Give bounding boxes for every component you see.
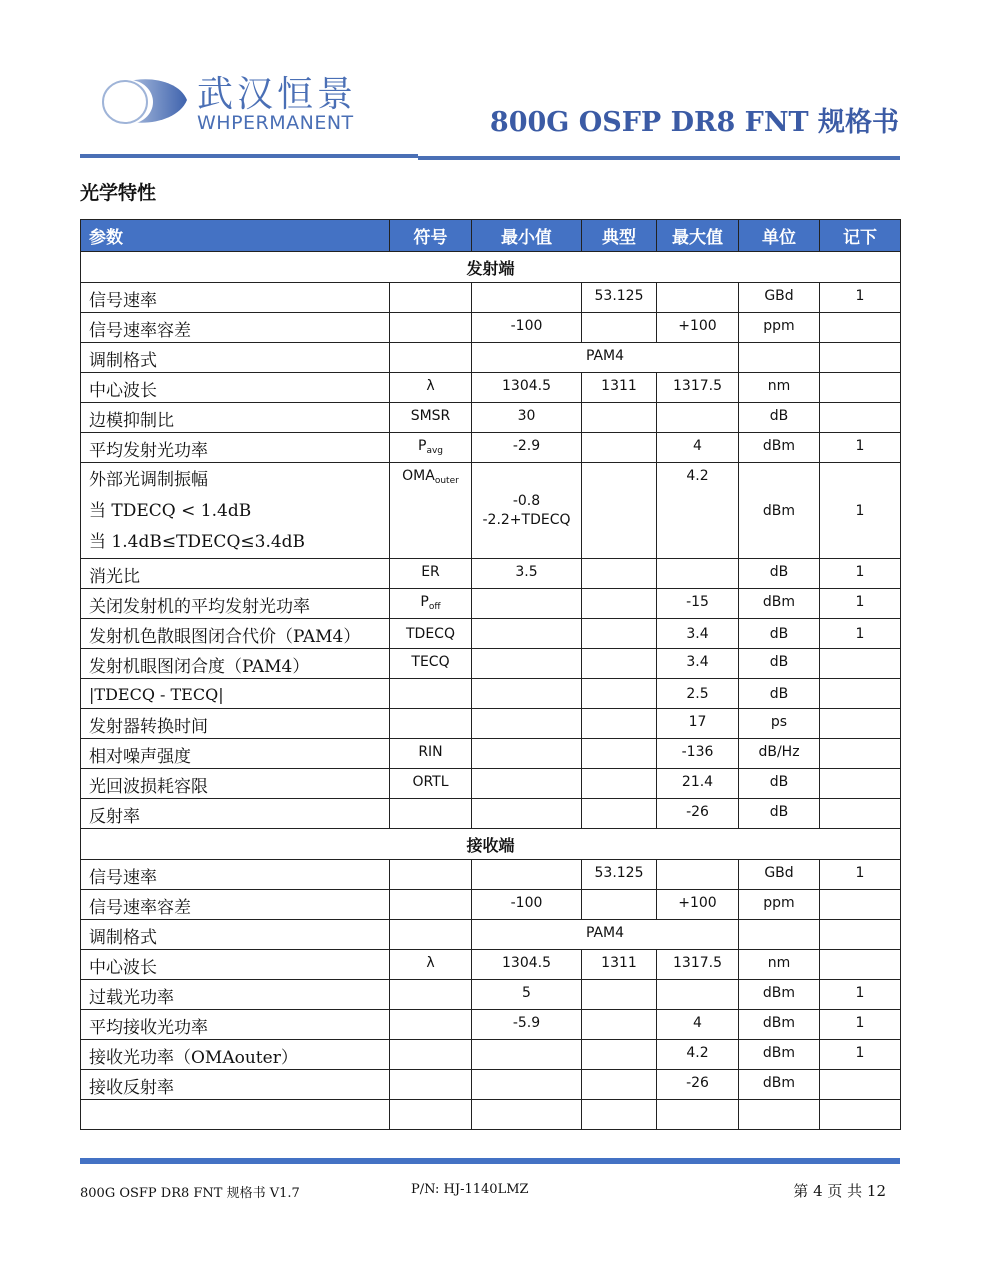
max-cell: 2.5 <box>657 679 739 709</box>
typ-cell <box>582 1100 657 1130</box>
table-row <box>81 649 901 679</box>
table-row <box>81 1040 901 1070</box>
table-row <box>81 739 901 769</box>
group-row <box>81 829 901 860</box>
symbol-cell: TECQ <box>390 649 472 679</box>
table-row <box>81 619 901 649</box>
min-cell: 1304.5 <box>472 950 582 980</box>
min-cell: 3.5 <box>472 559 582 589</box>
unit-cell: dB <box>739 769 820 799</box>
note-cell <box>820 313 901 343</box>
symbol-cell <box>390 313 472 343</box>
unit-cell <box>739 1100 820 1130</box>
typ-cell <box>582 403 657 433</box>
symbol-cell <box>390 709 472 739</box>
note-cell <box>820 769 901 799</box>
min-line: -2.2+TDECQ <box>482 512 571 528</box>
unit-cell <box>739 343 820 373</box>
typ-cell <box>582 799 657 829</box>
table-row <box>81 890 901 920</box>
min-cell <box>472 709 582 739</box>
min-cell <box>472 860 582 890</box>
typ-cell: 1311 <box>582 950 657 980</box>
min-cell <box>472 679 582 709</box>
symbol-subscript: off <box>428 602 441 612</box>
note-cell: 1 <box>820 619 901 649</box>
param-cell: 发射机色散眼图闭合代价（PAM4） <box>81 619 390 649</box>
param-cell: 信号速率容差 <box>81 890 390 920</box>
note-cell <box>820 373 901 403</box>
param-cell: 发射器转换时间 <box>81 709 390 739</box>
symbol-cell <box>390 799 472 829</box>
param-cell: 相对噪声强度 <box>81 739 390 769</box>
note-cell: 1 <box>820 860 901 890</box>
table-row <box>81 1100 901 1130</box>
symbol-cell <box>390 860 472 890</box>
param-cell: 调制格式 <box>81 343 390 373</box>
param-cell: 中心波长 <box>81 950 390 980</box>
param-cell: 光回波损耗容限 <box>81 769 390 799</box>
unit-cell: dBm <box>739 1010 820 1040</box>
typ-cell <box>582 980 657 1010</box>
table-row <box>81 950 901 980</box>
typ-cell <box>582 1040 657 1070</box>
column-header: 单位 <box>739 220 820 252</box>
unit-cell: dB/Hz <box>739 739 820 769</box>
unit-cell: dBm <box>739 589 820 619</box>
min-cell <box>472 1040 582 1070</box>
table-row <box>81 920 901 950</box>
unit-cell: dB <box>739 403 820 433</box>
symbol-cell: ORTL <box>390 769 472 799</box>
note-cell: 1 <box>820 433 901 463</box>
symbol-cell <box>390 1070 472 1100</box>
note-cell: 1 <box>820 463 901 559</box>
min-cell: 1304.5 <box>472 373 582 403</box>
typ-cell <box>582 1010 657 1040</box>
column-header: 符号 <box>390 220 472 252</box>
unit-cell: dBm <box>739 980 820 1010</box>
typ-cell <box>582 649 657 679</box>
max-cell: 1317.5 <box>657 373 739 403</box>
footer-page-number: 第 4 页 共 12 <box>793 1182 886 1200</box>
max-cell <box>657 1100 739 1130</box>
unit-cell: ppm <box>739 890 820 920</box>
symbol-cell <box>390 433 472 463</box>
param-cell: 关闭发射机的平均发射光功率 <box>81 589 390 619</box>
typ-cell <box>582 433 657 463</box>
table-row <box>81 679 901 709</box>
symbol-cell <box>390 343 472 373</box>
param-cell <box>81 1100 390 1130</box>
unit-cell: ps <box>739 709 820 739</box>
rx-group-label: 接收端 <box>81 829 901 860</box>
typ-cell <box>582 1070 657 1100</box>
note-cell: 1 <box>820 589 901 619</box>
min-cell <box>472 283 582 313</box>
symbol-main: P <box>420 594 429 610</box>
unit-cell <box>739 920 820 950</box>
param-cell: |TDECQ - TECQ| <box>81 679 390 709</box>
typ-cell: 53.125 <box>582 860 657 890</box>
note-cell <box>820 649 901 679</box>
table-row <box>81 463 901 559</box>
max-cell: 3.4 <box>657 619 739 649</box>
symbol-cell: RIN <box>390 739 472 769</box>
symbol-main: P <box>417 438 427 454</box>
max-cell <box>657 559 739 589</box>
max-cell: +100 <box>657 313 739 343</box>
merged-value-cell: PAM4 <box>472 920 739 950</box>
max-cell <box>657 980 739 1010</box>
param-line: 外部光调制振幅 <box>89 470 208 490</box>
note-cell: 1 <box>820 559 901 589</box>
min-cell <box>472 799 582 829</box>
unit-cell: dBm <box>739 433 820 463</box>
max-cell: 4 <box>657 433 739 463</box>
param-cell: 信号速率 <box>81 283 390 313</box>
max-cell: -136 <box>657 739 739 769</box>
symbol-cell <box>390 1010 472 1040</box>
param-cell: 信号速率 <box>81 860 390 890</box>
table-row <box>81 1010 901 1040</box>
unit-cell: GBd <box>739 860 820 890</box>
column-header: 参数 <box>81 220 390 252</box>
unit-cell: dBm <box>739 1040 820 1070</box>
note-cell <box>820 950 901 980</box>
max-cell <box>657 283 739 313</box>
min-cell <box>472 739 582 769</box>
header-divider-right <box>418 156 900 160</box>
table-row <box>81 433 901 463</box>
table-row <box>81 860 901 890</box>
symbol-cell: λ <box>390 373 472 403</box>
tx-group-label: 发射端 <box>81 252 901 283</box>
table-row <box>81 559 901 589</box>
max-cell: 21.4 <box>657 769 739 799</box>
min-cell <box>472 1100 582 1130</box>
note-cell <box>820 1070 901 1100</box>
min-cell <box>472 1070 582 1100</box>
max-cell: 3.4 <box>657 649 739 679</box>
note-cell <box>820 343 901 373</box>
table-row <box>81 343 901 373</box>
symbol-cell: SMSR <box>390 403 472 433</box>
param-line: 当 TDECQ < 1.4dB <box>89 501 252 521</box>
group-row <box>81 252 901 283</box>
note-cell: 1 <box>820 1010 901 1040</box>
param-cell: 接收光功率（OMAouter） <box>81 1040 390 1070</box>
note-cell <box>820 403 901 433</box>
min-cell <box>472 589 582 619</box>
merged-value-cell: PAM4 <box>472 343 739 373</box>
table-row <box>81 709 901 739</box>
min-cell: -5.9 <box>472 1010 582 1040</box>
typ-cell <box>582 709 657 739</box>
symbol-cell <box>390 463 472 559</box>
symbol-cell <box>390 679 472 709</box>
note-cell: 1 <box>820 980 901 1010</box>
typ-cell <box>582 890 657 920</box>
section-title: 光学特性 <box>80 182 157 204</box>
param-cell: 接收反射率 <box>81 1070 390 1100</box>
param-cell: 调制格式 <box>81 920 390 950</box>
symbol-cell <box>390 980 472 1010</box>
footer-divider <box>80 1158 900 1164</box>
min-cell: -2.9 <box>472 433 582 463</box>
logo-chinese-name: 武汉恒景 <box>197 74 358 115</box>
unit-cell: dB <box>739 559 820 589</box>
min-cell <box>472 463 582 559</box>
unit-cell: dBm <box>739 1070 820 1100</box>
typ-cell <box>582 589 657 619</box>
optical-characteristics-table <box>80 219 901 1130</box>
document-title: 800G OSFP DR8 FNT 规格书 <box>489 107 899 138</box>
max-cell <box>657 403 739 433</box>
footer-doc-version: 800G OSFP DR8 FNT 规格书 V1.7 <box>80 1186 300 1201</box>
unit-cell: GBd <box>739 283 820 313</box>
header-divider-left <box>80 154 418 158</box>
symbol-cell: ER <box>390 559 472 589</box>
param-cell: 发射机眼图闭合度（PAM4） <box>81 649 390 679</box>
typ-cell <box>582 769 657 799</box>
symbol-cell <box>390 920 472 950</box>
typ-cell: 53.125 <box>582 283 657 313</box>
min-cell: -100 <box>472 890 582 920</box>
max-cell: -15 <box>657 589 739 619</box>
typ-cell <box>582 559 657 589</box>
min-cell <box>472 649 582 679</box>
typ-cell <box>582 313 657 343</box>
symbol-cell <box>390 589 472 619</box>
table-row <box>81 589 901 619</box>
param-cell: 反射率 <box>81 799 390 829</box>
note-cell <box>820 890 901 920</box>
symbol-cell <box>390 1100 472 1130</box>
param-cell: 消光比 <box>81 559 390 589</box>
typ-cell: 1311 <box>582 373 657 403</box>
table-row <box>81 313 901 343</box>
typ-cell <box>582 619 657 649</box>
symbol-cell <box>390 890 472 920</box>
column-header: 最大值 <box>657 220 739 252</box>
note-cell: 1 <box>820 283 901 313</box>
unit-cell: ppm <box>739 313 820 343</box>
min-cell <box>472 769 582 799</box>
table-row <box>81 403 901 433</box>
note-cell <box>820 739 901 769</box>
symbol-cell <box>390 1040 472 1070</box>
note-cell <box>820 920 901 950</box>
max-cell: 17 <box>657 709 739 739</box>
max-cell: +100 <box>657 890 739 920</box>
footer-part-number: P/N: HJ-1140LMZ <box>411 1182 529 1197</box>
unit-cell: dB <box>739 799 820 829</box>
param-line: 当 1.4dB≤TDECQ≤3.4dB <box>89 532 306 552</box>
table-row <box>81 1070 901 1100</box>
unit-cell: dB <box>739 649 820 679</box>
unit-cell: nm <box>739 373 820 403</box>
max-cell: 4.2 <box>657 1040 739 1070</box>
table-row <box>81 769 901 799</box>
symbol-main: OMA <box>402 468 435 484</box>
note-cell <box>820 709 901 739</box>
max-cell: -26 <box>657 1070 739 1100</box>
note-cell: 1 <box>820 1040 901 1070</box>
symbol-cell: TDECQ <box>390 619 472 649</box>
min-line: -0.8 <box>512 493 541 509</box>
unit-cell: dB <box>739 679 820 709</box>
typ-cell <box>582 463 657 559</box>
symbol-cell <box>390 283 472 313</box>
symbol-subscript: outer <box>434 476 459 486</box>
note-cell <box>820 1100 901 1130</box>
unit-cell: dB <box>739 619 820 649</box>
unit-cell: dBm <box>739 463 820 559</box>
symbol-cell: λ <box>390 950 472 980</box>
min-cell <box>472 619 582 649</box>
param-cell: 信号速率容差 <box>81 313 390 343</box>
max-cell <box>657 860 739 890</box>
typ-cell <box>582 679 657 709</box>
param-cell: 平均接收光功率 <box>81 1010 390 1040</box>
symbol-subscript: avg <box>426 446 443 456</box>
typ-cell <box>582 739 657 769</box>
note-cell <box>820 679 901 709</box>
column-header: 最小值 <box>472 220 582 252</box>
column-header: 典型 <box>582 220 657 252</box>
param-cell <box>81 463 390 559</box>
table-row <box>81 373 901 403</box>
param-cell: 边模抑制比 <box>81 403 390 433</box>
max-cell: 4 <box>657 1010 739 1040</box>
min-cell: 30 <box>472 403 582 433</box>
column-header: 记下 <box>820 220 901 252</box>
max-cell: 4.2 <box>657 463 739 559</box>
min-cell: 5 <box>472 980 582 1010</box>
table-row <box>81 283 901 313</box>
note-cell <box>820 799 901 829</box>
max-cell: -26 <box>657 799 739 829</box>
param-cell: 平均发射光功率 <box>81 433 390 463</box>
unit-cell: nm <box>739 950 820 980</box>
table-header-row <box>81 220 901 252</box>
max-cell: 1317.5 <box>657 950 739 980</box>
logo-english-name: WHPERMANENT <box>197 112 354 134</box>
table-row <box>81 980 901 1010</box>
min-cell: -100 <box>472 313 582 343</box>
param-cell: 过载光功率 <box>81 980 390 1010</box>
table-row <box>81 799 901 829</box>
param-cell: 中心波长 <box>81 373 390 403</box>
